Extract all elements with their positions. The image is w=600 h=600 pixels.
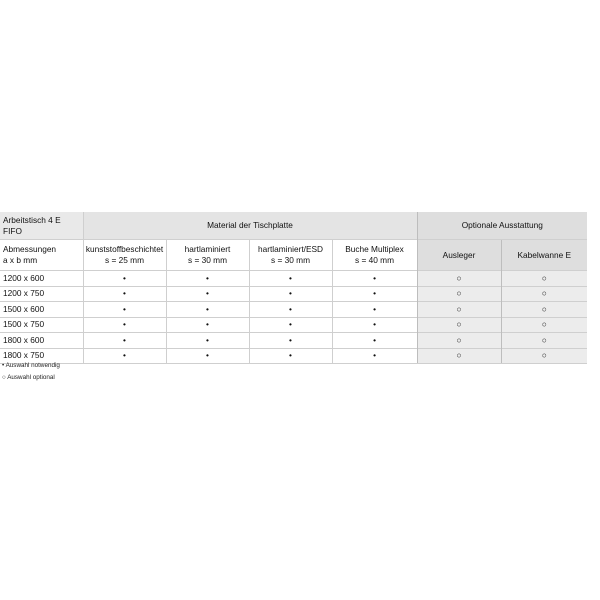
dimension-cell: 1200 x 600 [0, 271, 83, 287]
required-mark: • [83, 348, 166, 364]
required-mark: • [249, 271, 332, 287]
optional-mark: ○ [417, 286, 501, 302]
required-mark: • [83, 317, 166, 333]
required-mark: • [249, 286, 332, 302]
required-mark: • [166, 271, 249, 287]
material-spec: s = 25 mm [105, 255, 144, 265]
table-row [0, 286, 587, 302]
optional-mark: ○ [417, 333, 501, 349]
optional-mark: ○ [501, 333, 587, 349]
required-mark: • [83, 286, 166, 302]
required-mark: • [166, 333, 249, 349]
group-header-optional: Optionale Ausstattung [417, 212, 587, 240]
optional-mark: ○ [501, 317, 587, 333]
required-mark: • [332, 317, 417, 333]
legend-optional: ○ Auswahl optional [2, 374, 55, 381]
corner-title-line2: FIFO [3, 225, 22, 236]
required-mark: • [166, 286, 249, 302]
required-mark: • [249, 317, 332, 333]
required-mark: • [249, 302, 332, 318]
required-mark: • [166, 348, 249, 364]
dimension-cell: 1800 x 600 [0, 333, 83, 349]
required-mark: • [332, 286, 417, 302]
material-name: kunststoffbeschichtet [85, 244, 164, 254]
table-row [0, 348, 587, 364]
material-col-header [332, 240, 417, 271]
optional-mark: ○ [501, 302, 587, 318]
optional-mark: ○ [417, 271, 501, 287]
material-spec: s = 30 mm [188, 255, 227, 265]
table-row [0, 271, 587, 287]
required-mark: • [249, 348, 332, 364]
table-row [0, 302, 587, 318]
material-name: hartlaminiert [184, 244, 231, 254]
material-col-header [166, 240, 249, 271]
legend [2, 360, 60, 384]
optional-mark: ○ [417, 317, 501, 333]
optional-mark: ○ [501, 271, 587, 287]
optional-col-header: Ausleger [417, 240, 501, 271]
required-mark: • [83, 302, 166, 318]
required-mark: • [332, 271, 417, 287]
dimension-cell: 1500 x 750 [0, 317, 83, 333]
dimensions-unit: a x b mm [3, 255, 38, 265]
material-spec: s = 40 mm [355, 255, 394, 265]
optional-mark: ○ [501, 286, 587, 302]
required-mark: • [249, 333, 332, 349]
required-mark: • [166, 317, 249, 333]
material-name: hartlaminiert/ESD [257, 244, 323, 254]
product-configuration-table [0, 212, 587, 364]
required-mark: • [83, 333, 166, 349]
table-row [0, 333, 587, 349]
table-row [0, 317, 587, 333]
material-name: Buche Multiplex [345, 244, 404, 254]
required-mark: • [83, 271, 166, 287]
required-mark: • [332, 302, 417, 318]
dimensions-header [0, 240, 83, 271]
dimensions-label: Abmessungen [3, 244, 57, 254]
dimension-cell: 1800 x 750 [0, 348, 83, 364]
legend-required: • Auswahl notwendig [2, 362, 60, 369]
dimension-cell: 1500 x 600 [0, 302, 83, 318]
required-mark: • [332, 348, 417, 364]
material-col-header [83, 240, 166, 271]
material-spec: s = 30 mm [271, 255, 310, 265]
optional-mark: ○ [501, 348, 587, 364]
optional-mark: ○ [417, 348, 501, 364]
corner-title-line1: Arbeitstisch 4 E [3, 214, 61, 225]
group-header-material: Material der Tischplatte [83, 212, 417, 240]
optional-mark: ○ [417, 302, 501, 318]
optional-col-header: Kabelwanne E [501, 240, 587, 271]
required-mark: • [332, 333, 417, 349]
table-corner-title [0, 212, 83, 240]
material-col-header [249, 240, 332, 271]
dimension-cell: 1200 x 750 [0, 286, 83, 302]
required-mark: • [166, 302, 249, 318]
